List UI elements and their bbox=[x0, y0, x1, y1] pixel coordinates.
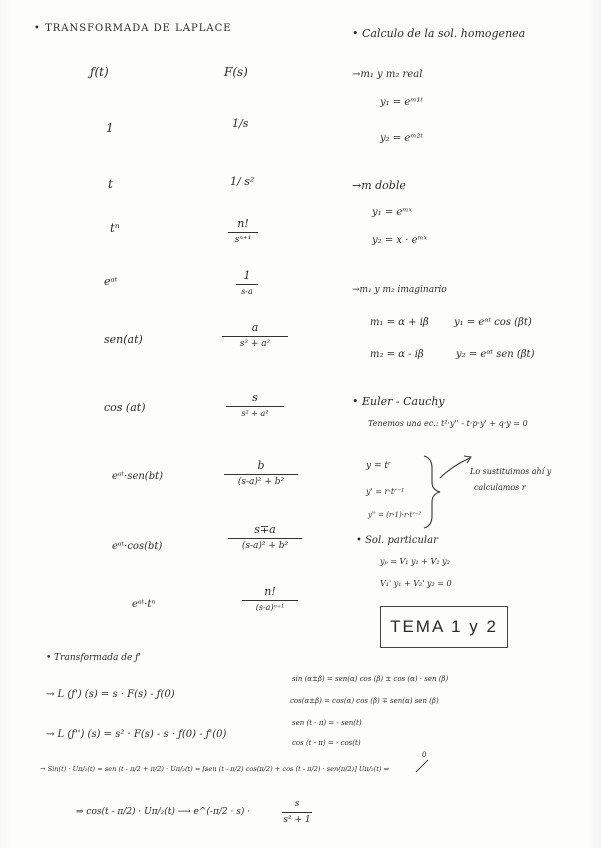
imag-y1: y₁ = eᵅᵗ cos (βt) bbox=[454, 317, 532, 328]
double-root-label: →m doble bbox=[352, 179, 406, 192]
particular-title: • Sol. particular bbox=[356, 535, 438, 546]
row-F: 1/s bbox=[232, 117, 249, 130]
imag-m2: m₂ = α - iβ bbox=[370, 349, 424, 360]
trig-identity-3: sen (t - π) = - sen(t) bbox=[292, 719, 362, 727]
trig-identity-2: cos(α±β) = cos(α) cos (β) ∓ sen(α) sen (β) bbox=[290, 697, 439, 705]
row-F: 1/ s² bbox=[230, 175, 255, 188]
example-zero-mark: 0 bbox=[422, 751, 427, 759]
header-f: ƒ(t) bbox=[90, 65, 109, 79]
derivative-rule-1: → L (ƒ') (s) = s · F(s) - ƒ(0) bbox=[46, 689, 175, 700]
euler-y: y = tʳ bbox=[366, 461, 392, 471]
row-F-num: s∓a bbox=[254, 523, 276, 536]
euler-cauchy-title: • Euler - Cauchy bbox=[352, 395, 445, 408]
header-F: F(s) bbox=[224, 65, 248, 79]
particular-line1: yₚ = V₁ y₁ + V₂ y₂ bbox=[380, 557, 450, 566]
double-y1: y₁ = eᵐˣ bbox=[372, 207, 412, 218]
row-f: sen(at) bbox=[104, 333, 143, 346]
row-F-den: s² + a² bbox=[241, 409, 269, 418]
double-y2: y₂ = x · eᵐˣ bbox=[372, 235, 428, 246]
row-f: eᵃᵗ bbox=[104, 275, 118, 288]
row-f: t bbox=[108, 177, 113, 191]
row-F-den: (s-a)² + b² bbox=[241, 541, 289, 551]
row-f: eᵃᵗ·sen(bt) bbox=[112, 471, 164, 482]
row-f: cos (at) bbox=[104, 401, 146, 414]
laplace-title: • TRANSFORMADA DE LAPLACE bbox=[34, 23, 232, 34]
row-f: eᵃᵗ·tⁿ bbox=[132, 599, 156, 610]
zero-strike-icon bbox=[416, 760, 428, 772]
example-fraction-den: s² + 1 bbox=[283, 815, 311, 825]
example-step-2: ⇒ cos(t - π/2) · Uπ/₂(t) ⟶ e^(-π/2 · s) · bbox=[76, 807, 251, 817]
trig-identity-1: sin (α±β) = sen(α) cos (β) ± cos (α) · sen (β) bbox=[292, 675, 449, 683]
imaginary-roots-label: →m₁ y m₂ imaginario bbox=[352, 285, 447, 295]
tema-box: TEMA 1 y 2 bbox=[380, 606, 508, 648]
example-step-1: → Sin(t) · Uπ/₂(t) = sen (t - π/2 + π/2) · Uπ/₂(t) = [sen (t - π/2) cos(π/2) + cos (t - π/2) · sen(π/2)] Uπ/₂(t) ⇒ bbox=[40, 765, 390, 773]
imag-m1: m₁ = α + iβ bbox=[370, 317, 429, 328]
row-F-den: (s-a)² + b² bbox=[237, 477, 285, 487]
row-F-num: n! bbox=[237, 217, 249, 230]
euler-y-double-prime: y'' = (r-1)·r·tʳ⁻² bbox=[368, 511, 422, 519]
real-y1: y₁ = eᵐ¹ᵗ bbox=[380, 97, 423, 108]
row-f: eᵃᵗ·cos(bt) bbox=[112, 541, 163, 552]
row-F-num: n! bbox=[264, 585, 276, 598]
trig-identity-4: cos (t - π) = - cos(t) bbox=[292, 739, 361, 747]
homogeneous-title: • Calculo de la sol. homogenea bbox=[352, 27, 526, 40]
derivative-rule-2: → L (ƒ'') (s) = s² · F(s) - s · ƒ(0) - ƒ'(0) bbox=[46, 729, 227, 740]
euler-y-prime: y' = r·tʳ⁻¹ bbox=[366, 487, 405, 496]
imag-y2: y₂ = eᵅᵗ sen (βt) bbox=[456, 349, 535, 360]
euler-equation: Tenemos una ec.: t²·y'' - t·p·y' + q·y = 0 bbox=[368, 419, 528, 428]
row-F-den: s² + a² bbox=[239, 339, 271, 349]
row-F-den: s-a bbox=[241, 287, 253, 296]
row-f: 1 bbox=[106, 121, 114, 135]
row-f: tⁿ bbox=[110, 221, 120, 235]
example-fraction-num: s bbox=[294, 799, 300, 809]
euler-brace-icon bbox=[424, 456, 440, 528]
row-F-num: a bbox=[251, 321, 259, 334]
euler-note-line2: calculamos r bbox=[474, 483, 526, 492]
euler-note-line1: Lo sustituimos ahí y bbox=[470, 467, 552, 476]
row-F-num: b bbox=[257, 459, 265, 472]
particular-line2: V₁' y₁ + V₂' y₂ = 0 bbox=[380, 579, 452, 588]
euler-arrow-icon bbox=[440, 458, 470, 478]
row-F-num: s bbox=[252, 391, 258, 404]
row-F-den: (s-a)ⁿ⁺¹ bbox=[255, 603, 285, 612]
real-y2: y₂ = eᵐ²ᵗ bbox=[380, 133, 423, 144]
derivative-transform-title: • Transformada de ƒ' bbox=[46, 653, 141, 663]
row-F-den: sⁿ⁺¹ bbox=[234, 235, 252, 245]
row-F-num: 1 bbox=[243, 269, 251, 282]
real-roots-label: →m₁ y m₂ real bbox=[352, 69, 423, 80]
